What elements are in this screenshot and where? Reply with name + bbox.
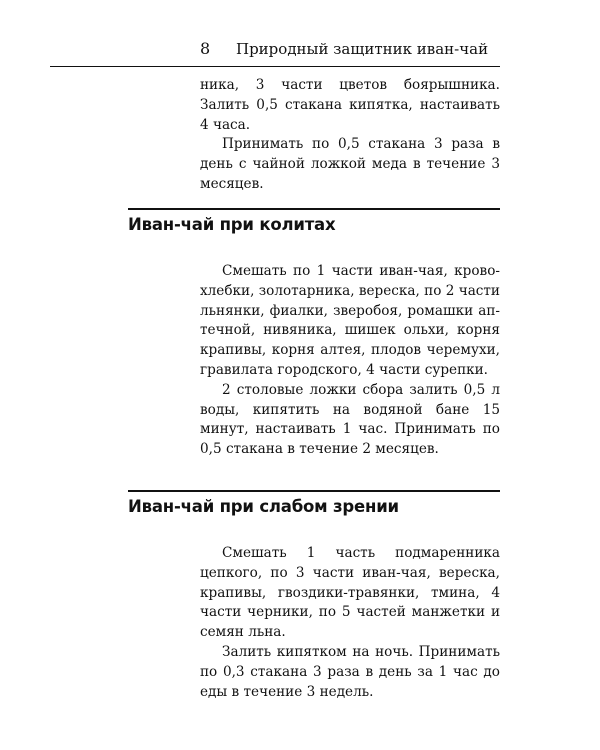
page-number: 8 <box>200 39 211 58</box>
intro-paragraph: Принимать по 0,5 стакана 3 раза в день с чайной ложкой меда в течение 3 месяцев. <box>200 136 500 192</box>
running-title: Природный защитник иван-чай <box>236 40 489 58</box>
recipe-paragraph: Залить кипятком на ночь. Принимать по 0,3 стакана 3 раза в день за 1 час до еды в течение 3 недель. <box>200 643 500 700</box>
intro-text <box>200 76 500 195</box>
intro-paragraph: ника, 3 части цветов боярышника. Залить 0,5 стакана кипятка, настаивать 4 часа. <box>200 77 500 133</box>
section-title-weak-vision: Иван-чай при слабом зрении <box>128 497 399 516</box>
section-text-colitis <box>200 262 500 460</box>
recipe-paragraph: Смешать 1 часть подмаренника цепкого, по 3 части иван-чая, вереска, крапивы, гвоздики-травянки, тмина, 4 части черники, по 5 частей манжетки и семян льна. <box>200 545 500 641</box>
section-text-weak-vision <box>200 544 500 702</box>
section-rule <box>128 490 500 492</box>
section-rule <box>128 208 500 210</box>
running-header <box>50 38 500 68</box>
header-rule <box>50 66 500 67</box>
section-title-colitis: Иван-чай при колитах <box>128 215 336 234</box>
recipe-paragraph: 2 столовые ложки сбора залить 0,5 л воды, кипятить на водяной бане 15 минут, настаивать 1 час. Принимать по 0,5 стакана в течение 2 месяцев. <box>200 381 500 458</box>
recipe-paragraph: Смешать по 1 части иван-чая, кровохлебки, золотарника, вереска, по 2 части льнянки, фиалки, зверобоя, ромашки аптечной, нивяника, шишек ольхи, корня крапивы, корня алтея, плодов черемухи, гравилата городского, 4 части сурепки. <box>200 263 500 378</box>
